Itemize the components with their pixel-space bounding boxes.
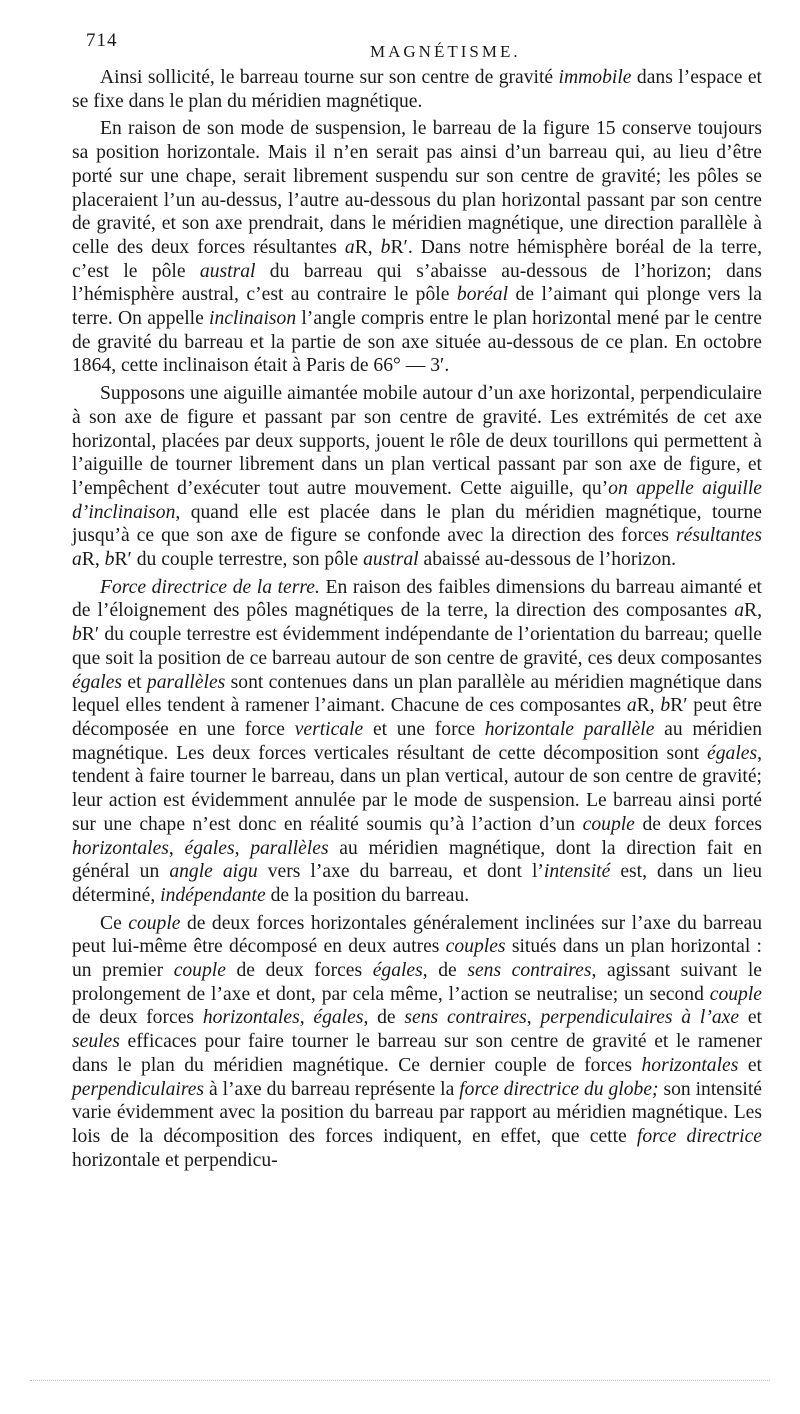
italic-run: couple xyxy=(582,813,635,835)
italic-run: couple xyxy=(709,983,762,1005)
text-run: au méridien magnétique, dont la direction fait en général un xyxy=(72,837,763,883)
text-run: et une force xyxy=(363,718,485,740)
text-run: de deux forces xyxy=(225,960,373,982)
text-run: abaissé au-dessous de l’horizon. xyxy=(418,549,676,571)
paragraph xyxy=(72,382,762,572)
italic-run: horizontales xyxy=(641,1054,739,1076)
text-run: R′ du couple terrestre est évidemment indépendante de l’orientation du barreau; quelle que soit la position de ce barreau autour de son centre de gravité, ces deux composantes xyxy=(72,624,762,669)
italic-run: angle aigu xyxy=(169,861,258,883)
paragraph xyxy=(72,66,762,113)
text-run: En raison des faibles dimensions du barreau aimanté et de l’éloignement des pôles magnétiques de la terre, la direction des composantes xyxy=(72,576,762,622)
italic-run: force directrice xyxy=(636,1125,762,1147)
text-run: , quand elle est placée dans le plan du méridien magnétique, tourne jusqu’à ce que son axe de figure se confonde avec la direction des forces xyxy=(72,501,762,547)
italic-run: a xyxy=(734,600,745,622)
text-run: et xyxy=(738,1054,762,1076)
italic-run: parallèles xyxy=(250,837,329,859)
text-run: , agissant suivant le prolongement de l’axe et dont, par cela même, l’action se neutralise; un second xyxy=(72,960,762,1005)
italic-run: a xyxy=(344,236,355,258)
italic-run: couple xyxy=(128,912,181,934)
text-run: son intensité varie évidemment avec la position du barreau par rapport au méridien magnétique. Les lois de la décomposition des forces indiquent, en effet, que cette xyxy=(72,1078,762,1147)
italic-run: sens contraires xyxy=(404,1007,527,1029)
text-run: vers l’axe du barreau, et dont l’ xyxy=(257,861,544,883)
text-run: à l’axe du barreau représente la xyxy=(204,1078,460,1100)
italic-run: couple xyxy=(173,960,226,982)
text-run: l’angle compris entre le plan horizontal mené par le centre de gravité du barreau et la partie de son axe située au-dessous de ce plan. En octobre 1864, cette inclinaison était à Paris de 66° — 3′. xyxy=(72,308,762,377)
text-run: R′ du couple terrestre, son pôle xyxy=(114,549,364,571)
italic-run: perpendiculaires à l’axe xyxy=(540,1007,740,1029)
italic-run: horizontales xyxy=(202,1007,300,1029)
italic-run: b xyxy=(72,624,82,646)
text-run: , de xyxy=(422,960,468,982)
text-run: Ce xyxy=(100,912,129,934)
italic-run: intensité xyxy=(543,861,611,883)
text-run: de la position du barreau. xyxy=(265,884,470,906)
italic-run: a xyxy=(72,549,82,571)
text-run: Supposons une aiguille aimantée mobile autour d’un axe horizontal, perpendiculaire à son axe de figure et passant par son centre de gravité. Les extrémités de cet axe horizontal, placées par deux supports, jouent le rôle de deux tourillons qui permettent à l’aiguille de tourner librement dans un plan vertical passant par son axe de figure, et l’empêchent d’exécuter tout autre mouvement. Cette aiguille, qu’ xyxy=(72,383,762,499)
text-run: efficaces pour faire tourner le barreau sur son centre de gravité et le ramener dans le plan du méridien magnétique. Ce dernier couple de forces xyxy=(72,1031,762,1076)
text-run: horizontale et perpendicu- xyxy=(72,1149,278,1171)
text-run: R′. Dans notre hémisphère boréal de la terre, c’est le pôle xyxy=(72,236,762,282)
text-run: sont contenues dans un plan parallèle au méridien magnétique dans lequel elles tendent à ramener l’aimant. Chacune de ces composantes xyxy=(72,671,762,717)
text-run: R, xyxy=(636,695,661,717)
text-run: R, xyxy=(744,600,762,622)
text-run: est, dans un lieu déterminé, xyxy=(72,861,762,906)
italic-run: résultantes xyxy=(676,525,762,547)
text-run: R, xyxy=(354,236,381,258)
text-run: , xyxy=(234,837,251,859)
text-run: R′ peut être décomposée en une force xyxy=(72,695,763,740)
text-run: R, xyxy=(81,549,105,571)
italic-run: immobile xyxy=(558,67,632,88)
paragraph xyxy=(72,117,762,378)
text-run: de deux forces horizontales généralement inclinées sur l’axe du barreau peut lui-même être décomposé en deux autres xyxy=(72,912,762,958)
italic-run: force directrice du globe; xyxy=(459,1078,659,1100)
italic-run: austral xyxy=(199,260,256,282)
italic-run: seules xyxy=(72,1031,120,1053)
text-run: , de xyxy=(363,1007,405,1029)
italic-run: inclinaison xyxy=(209,308,297,330)
italic-run: a xyxy=(626,695,637,717)
italic-run: horizontale parallèle xyxy=(484,718,655,740)
text-run: Ainsi sollicité, le barreau tourne sur son centre de gravité xyxy=(100,67,559,88)
text-run: , xyxy=(526,1007,541,1029)
text-run: au méridien magnétique. Les deux forces verticales résultant de cette décomposition sont xyxy=(72,718,762,764)
italic-run: on appelle aiguille d’inclinaison xyxy=(72,477,762,523)
text-run: et xyxy=(739,1007,762,1029)
text-run: de deux forces xyxy=(72,1007,203,1029)
italic-run: indépendante xyxy=(160,884,266,906)
text-run: En raison de son mode de suspension, le barreau de la figure 15 conserve toujours sa position horizontale. Mais il n’en serait pas ainsi d’un barreau qui, au lieu d’être porté sur une chape, serait librement suspendu sur son centre de gravité; les pôles se placeraient l’un au-dessus, l’autre au-dessous du plan horizontal passant par son centre de gravité, et son axe prendrait, dans le méridien magnétique, une direction parallèle à celle des deux forces résultantes xyxy=(72,118,762,258)
paragraph xyxy=(72,576,762,908)
text-run: situés dans un plan horizontal : un premier xyxy=(72,936,762,982)
italic-run: austral xyxy=(363,549,419,571)
page-number: 714 xyxy=(86,30,118,51)
italic-run: perpendiculaires xyxy=(72,1078,205,1100)
italic-run: Force directrice de la terre. xyxy=(100,576,320,598)
text-run: , xyxy=(299,1007,314,1029)
text-run: du barreau qui s’abaisse au-dessous de l’horizon; dans l’hémisphère austral, c’est au contraire le pôle xyxy=(72,260,762,306)
text-run: dans l’espace et se fixe dans le plan du méridien magnétique. xyxy=(72,67,762,112)
italic-run: parallèles xyxy=(146,671,226,693)
italic-run: couples xyxy=(445,936,506,958)
text-run: , tendent à faire tourner le barreau, dans un plan vertical, autour de son centre de gravité; leur action est évidemment annulée par le mode de suspension. Le barreau ainsi porté sur une chape n’est donc en réalité soumis qu’à l’action d’un xyxy=(72,742,762,835)
paragraph xyxy=(72,912,762,1173)
text-run: de l’aimant qui plonge vers la terre. On appelle xyxy=(72,284,762,330)
italic-run: verticale xyxy=(294,718,364,740)
italic-run: égales xyxy=(372,960,423,982)
text-run: , xyxy=(168,837,185,859)
body-text xyxy=(72,66,762,1176)
running-head: MAGNÉTISME. xyxy=(370,42,521,61)
italic-run: boréal xyxy=(456,284,509,306)
text-run: et xyxy=(122,671,147,693)
italic-run: b xyxy=(104,549,115,571)
text-run: de deux forces xyxy=(634,813,762,835)
italic-run: sens contraires xyxy=(467,960,592,982)
footer-rule xyxy=(30,1380,770,1382)
italic-run: égales xyxy=(184,837,235,859)
page-header xyxy=(0,26,800,66)
italic-run: b xyxy=(660,695,671,717)
italic-run: égales xyxy=(313,1007,364,1029)
italic-run: b xyxy=(380,236,391,258)
italic-run: égales xyxy=(72,671,123,693)
italic-run: horizontales xyxy=(72,837,169,859)
italic-run: égales xyxy=(707,742,758,764)
